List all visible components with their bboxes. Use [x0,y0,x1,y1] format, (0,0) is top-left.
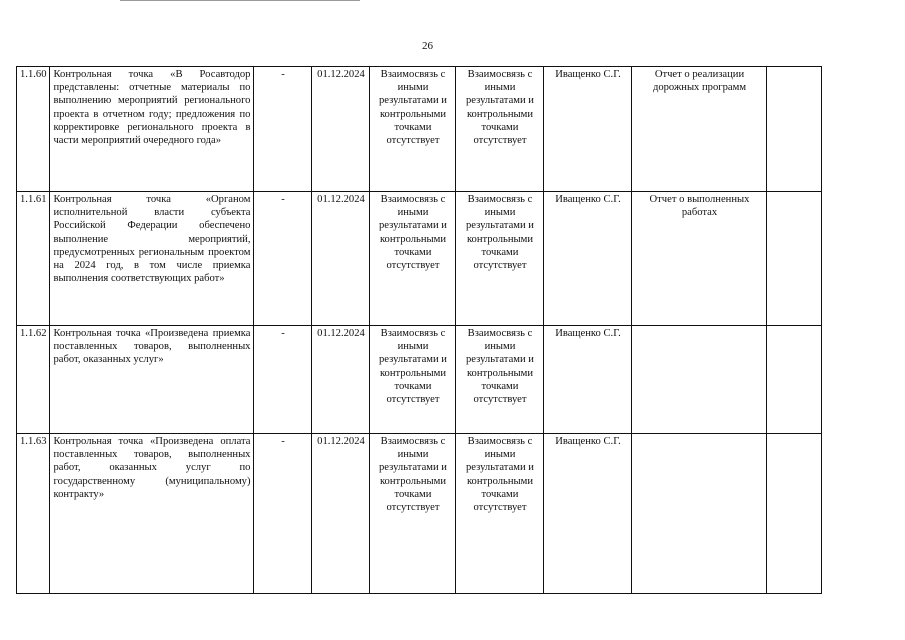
control-point-name: Контрольная точка «Произведена приемка поставленных товаров, выполненных работ, оказанных услуг» [50,326,254,434]
base-value-cell: - [254,67,312,192]
control-point-name: Контрольная точка «Произведена оплата поставленных товаров, выполненных работ, оказанных услуг по государственному (муниципальному) контракту» [50,434,254,594]
responsible-person: Иващенко С.Г. [544,192,632,326]
row-number: 1.1.62 [17,326,50,434]
predecessor-relation: Взаимосвязь с иными результатами и контрольными точками отсутствует [370,67,456,192]
table-row [17,326,822,434]
predecessor-relation: Взаимосвязь с иными результатами и контрольными точками отсутствует [370,192,456,326]
table-row [17,67,822,192]
successor-relation: Взаимосвязь с иными результатами и контрольными точками отсутствует [456,326,544,434]
page-number: 26 [422,40,433,52]
control-points-table [16,66,822,594]
due-date: 01.12.2024 [312,67,370,192]
due-date: 01.12.2024 [312,326,370,434]
responsible-person: Иващенко С.Г. [544,67,632,192]
control-point-name: Контрольная точка «В Росавтодор представлены: отчетные материалы по выполнению мероприятий регионального проекта в отчетном году; предложения по корректировке регионального проекта в части мероприятий очередного года» [50,67,254,192]
base-value-cell: - [254,192,312,326]
due-date: 01.12.2024 [312,434,370,594]
predecessor-relation: Взаимосвязь с иными результатами и контрольными точками отсутствует [370,326,456,434]
row-number: 1.1.60 [17,67,50,192]
result-document [632,326,767,434]
row-number: 1.1.61 [17,192,50,326]
due-date: 01.12.2024 [312,192,370,326]
extra-cell [767,434,822,594]
successor-relation: Взаимосвязь с иными результатами и контрольными точками отсутствует [456,67,544,192]
result-document: Отчет о выполненных работах [632,192,767,326]
predecessor-relation: Взаимосвязь с иными результатами и контрольными точками отсутствует [370,434,456,594]
base-value-cell: - [254,434,312,594]
result-document [632,434,767,594]
control-point-name: Контрольная точка «Органом исполнительной власти субъекта Российской Федерации обеспечено выполнение мероприятий, предусмотренных региональным проектом на 2024 год, в том числе приемка выполнения соответствующих работ» [50,192,254,326]
successor-relation: Взаимосвязь с иными результатами и контрольными точками отсутствует [456,192,544,326]
result-document: Отчет о реализации дорожных программ [632,67,767,192]
extra-cell [767,67,822,192]
responsible-person: Иващенко С.Г. [544,326,632,434]
responsible-person: Иващенко С.Г. [544,434,632,594]
extra-cell [767,326,822,434]
row-number: 1.1.63 [17,434,50,594]
table-row [17,192,822,326]
scan-edge-line [120,0,360,1]
successor-relation: Взаимосвязь с иными результатами и контрольными точками отсутствует [456,434,544,594]
table-row [17,434,822,594]
base-value-cell: - [254,326,312,434]
extra-cell [767,192,822,326]
